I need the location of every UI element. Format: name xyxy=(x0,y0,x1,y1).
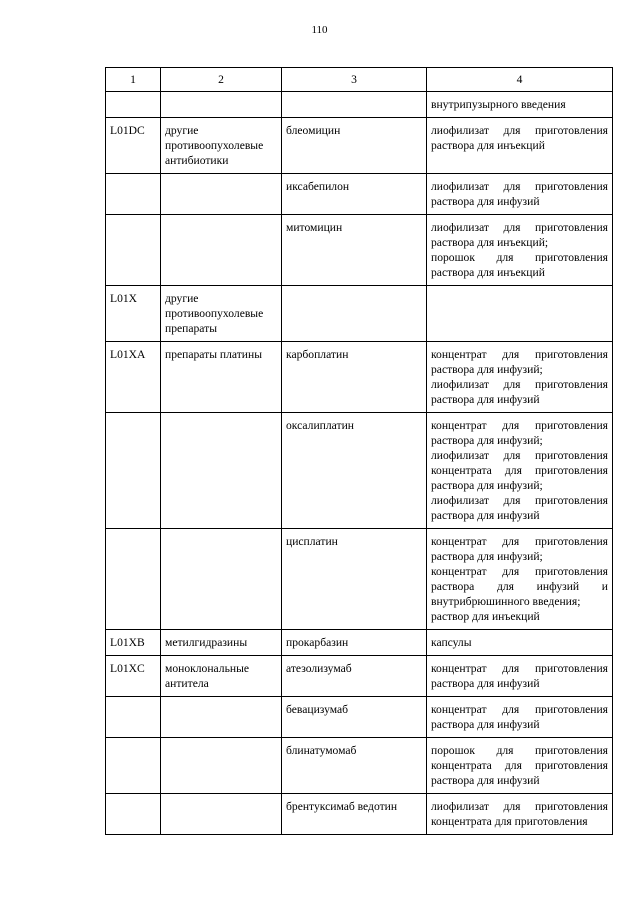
dosage-form-line: лиофилизат для приготовления xyxy=(431,180,608,193)
table-row xyxy=(106,215,613,286)
drug-name-cell: оксалиплатин xyxy=(282,413,427,529)
drug-name-cell: блинатумомаб xyxy=(282,738,427,794)
dosage-form-line: концентрат для приготовления xyxy=(431,703,608,716)
atc-code-cell xyxy=(106,738,161,794)
dosage-forms-cell xyxy=(427,630,613,656)
group-name-cell xyxy=(161,92,282,118)
dosage-forms-cell xyxy=(427,118,613,174)
dosage-form-line: порошок для приготовления xyxy=(431,744,608,757)
dosage-form-line: лиофилизат для приготовления xyxy=(431,800,608,813)
dosage-forms-cell xyxy=(427,286,613,342)
table-row xyxy=(106,656,613,697)
dosage-form-line: лиофилизат для приготовления xyxy=(431,221,608,234)
dosage-form-line: концентрата для приготовления xyxy=(431,464,608,477)
group-name-cell xyxy=(161,413,282,529)
dosage-form-line: концентрат для приготовления xyxy=(431,662,608,675)
table-row xyxy=(106,342,613,413)
table-row xyxy=(106,794,613,835)
dosage-form-line: концентрата для приготовления xyxy=(431,815,588,828)
dosage-form-line: раствор для инъекций xyxy=(431,610,540,623)
dosage-form-line: лиофилизат для приготовления xyxy=(431,449,608,462)
drug-table xyxy=(105,67,613,835)
column-header: 1 xyxy=(106,68,161,92)
dosage-form-line: концентрата для приготовления xyxy=(431,759,608,772)
dosage-forms-cell xyxy=(427,215,613,286)
atc-code-cell: L01XB xyxy=(106,630,161,656)
drug-name-cell: цисплатин xyxy=(282,529,427,630)
table-row xyxy=(106,286,613,342)
dosage-form-line: лиофилизат для приготовления xyxy=(431,494,608,507)
drug-name-cell: митомицин xyxy=(282,215,427,286)
table-row xyxy=(106,174,613,215)
atc-code-cell xyxy=(106,697,161,738)
table-row xyxy=(106,529,613,630)
group-name-cell xyxy=(161,738,282,794)
table-row xyxy=(106,738,613,794)
dosage-forms-cell xyxy=(427,738,613,794)
group-name-cell xyxy=(161,697,282,738)
dosage-form-line: раствора для инфузий и xyxy=(431,580,608,593)
dosage-forms-cell xyxy=(427,92,613,118)
group-name-cell: препараты платины xyxy=(161,342,282,413)
dosage-form-line: раствора для инфузий; xyxy=(431,550,543,563)
dosage-form-line: лиофилизат для приготовления xyxy=(431,378,608,391)
atc-code-cell: L01DC xyxy=(106,118,161,174)
atc-code-cell xyxy=(106,794,161,835)
dosage-forms-cell xyxy=(427,413,613,529)
dosage-form-line: раствора для инфузий xyxy=(431,393,540,406)
group-name-cell: другие противоопухолевые антибиотики xyxy=(161,118,282,174)
dosage-form-line: внутрибрюшинного введения; xyxy=(431,595,581,608)
dosage-form-line: концентрат для приготовления xyxy=(431,535,608,548)
drug-name-cell: иксабепилон xyxy=(282,174,427,215)
dosage-form-line: раствора для инфузий; xyxy=(431,434,543,447)
dosage-forms-cell xyxy=(427,529,613,630)
atc-code-cell xyxy=(106,215,161,286)
atc-code-cell: L01XC xyxy=(106,656,161,697)
column-header: 3 xyxy=(282,68,427,92)
dosage-form-line: концентрат для приготовления xyxy=(431,565,608,578)
table-row xyxy=(106,697,613,738)
dosage-form-line: раствора для инфузий xyxy=(431,677,540,690)
group-name-cell: метилгидразины xyxy=(161,630,282,656)
table-row xyxy=(106,630,613,656)
column-header: 2 xyxy=(161,68,282,92)
dosage-form-line: раствора для инфузий xyxy=(431,718,540,731)
table-row xyxy=(106,118,613,174)
dosage-forms-cell xyxy=(427,174,613,215)
table-row xyxy=(106,92,613,118)
dosage-form-line: раствора для инъекций xyxy=(431,266,545,279)
dosage-form-line: раствора для инъекций; xyxy=(431,236,549,249)
dosage-form-line: раствора для инъекций xyxy=(431,139,545,152)
page-number: 110 xyxy=(311,24,328,36)
dosage-form-line: раствора для инфузий xyxy=(431,509,540,522)
drug-name-cell xyxy=(282,286,427,342)
drug-name-cell: бевацизумаб xyxy=(282,697,427,738)
group-name-cell xyxy=(161,174,282,215)
group-name-cell xyxy=(161,794,282,835)
dosage-form-line: раствора для инфузий; xyxy=(431,479,543,492)
atc-code-cell: L01XA xyxy=(106,342,161,413)
atc-code-cell xyxy=(106,413,161,529)
atc-code-cell: L01X xyxy=(106,286,161,342)
group-name-cell xyxy=(161,529,282,630)
table-row xyxy=(106,413,613,529)
dosage-forms-cell xyxy=(427,697,613,738)
group-name-cell: другие противоопухолевые препараты xyxy=(161,286,282,342)
dosage-form-line: капсулы xyxy=(431,636,472,649)
drug-name-cell: карбоплатин xyxy=(282,342,427,413)
atc-code-cell xyxy=(106,174,161,215)
atc-code-cell xyxy=(106,529,161,630)
dosage-forms-cell xyxy=(427,794,613,835)
dosage-form-line: раствора для инфузий; xyxy=(431,363,543,376)
atc-code-cell xyxy=(106,92,161,118)
dosage-form-line: раствора для инфузий xyxy=(431,195,540,208)
dosage-form-line: внутрипузырного введения xyxy=(431,98,566,111)
drug-name-cell: прокарбазин xyxy=(282,630,427,656)
drug-name-cell: атезолизумаб xyxy=(282,656,427,697)
dosage-forms-cell xyxy=(427,342,613,413)
drug-name-cell: брентуксимаб ведотин xyxy=(282,794,427,835)
group-name-cell xyxy=(161,215,282,286)
drug-name-cell xyxy=(282,92,427,118)
group-name-cell: моноклональные антитела xyxy=(161,656,282,697)
dosage-form-line: раствора для инфузий xyxy=(431,774,540,787)
dosage-form-line: концентрат для приготовления xyxy=(431,419,608,432)
dosage-form-line: лиофилизат для приготовления xyxy=(431,124,608,137)
drug-name-cell: блеомицин xyxy=(282,118,427,174)
column-header: 4 xyxy=(427,68,613,92)
table-header-row xyxy=(106,68,613,92)
dosage-forms-cell xyxy=(427,656,613,697)
dosage-form-line: порошок для приготовления xyxy=(431,251,608,264)
dosage-form-line: концентрат для приготовления xyxy=(431,348,608,361)
